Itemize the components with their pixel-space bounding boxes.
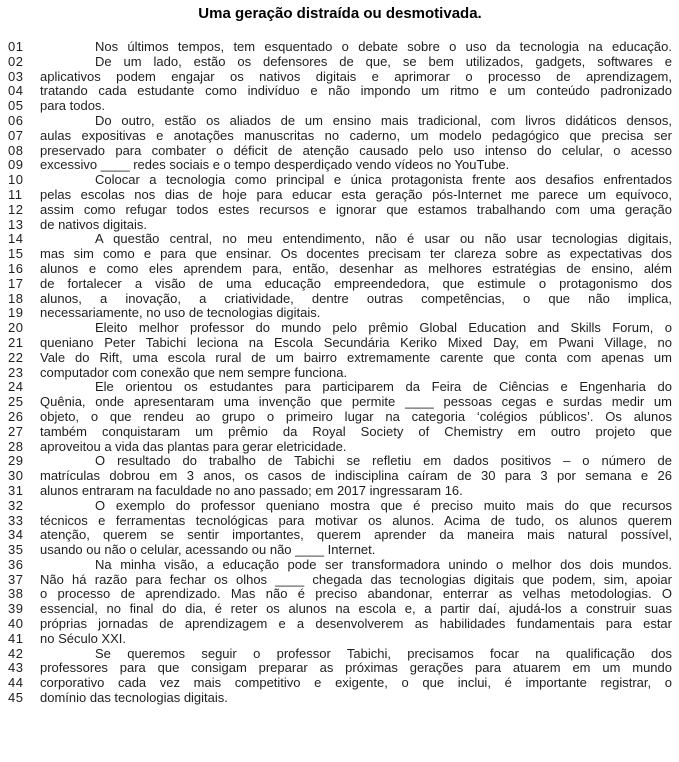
line-text: no Século XXI. bbox=[40, 630, 126, 646]
line-text: Do outro, estão os aliados de um ensino mais tradicional, com livros didáticos densos, bbox=[95, 112, 672, 128]
line-number: 12 bbox=[8, 201, 24, 217]
line-number: 15 bbox=[8, 246, 24, 262]
line-text: de nativos digitais. bbox=[40, 216, 147, 232]
text-line bbox=[8, 410, 672, 425]
line-text: próprias jornadas de aprendizagem e a desenvolverem as habilidades fundamentais para estar bbox=[40, 616, 672, 632]
line-text: excessivo ____ redes sociais e o tempo desperdiçado vendo vídeos no YouTube. bbox=[40, 157, 510, 173]
line-number: 32 bbox=[8, 497, 24, 513]
line-number: 25 bbox=[8, 394, 24, 410]
line-number: 22 bbox=[8, 349, 24, 365]
line-text: técnicos e ferramentas tecnológicas para motivar os alunos. Acima de tudo, os alunos querem bbox=[40, 512, 672, 528]
line-text: Ele orientou os estudantes para participarem da Feira de Ciências e Engenharia do bbox=[95, 379, 672, 395]
line-text: Eleito melhor professor do mundo pelo prêmio Global Education and Skills Forum, o bbox=[95, 320, 672, 336]
document-body bbox=[8, 40, 672, 706]
text-line bbox=[8, 262, 672, 277]
line-text: Colocar a tecnologia como principal e única protagonista frente aos desafios enfrentados bbox=[95, 172, 672, 188]
text-line bbox=[8, 277, 672, 292]
line-text: aulas expositivas e anotações manuscritas no caderno, um modelo pedagógico que precisa ser bbox=[40, 127, 672, 143]
line-number: 01 bbox=[8, 39, 24, 54]
text-line bbox=[8, 499, 672, 514]
line-text: atenção, querem se sentir importantes, querem aprender da maneira mais natural possível, bbox=[40, 527, 672, 543]
text-line bbox=[8, 602, 672, 617]
line-text: Na minha visão, a educação pode ser transformadora unindo o melhor dos dois mundos. bbox=[95, 556, 672, 572]
line-text: tratando cada estudante como indivíduo e não impondo um ritmo e um conteúdo padronizado bbox=[40, 83, 672, 99]
text-line bbox=[8, 351, 672, 366]
line-text: assim como refugar todos estes recursos e ignorar que estamos trabalhando com uma geração bbox=[40, 201, 672, 217]
text-line bbox=[8, 129, 672, 144]
line-number: 28 bbox=[8, 438, 24, 454]
line-number: 20 bbox=[8, 320, 24, 336]
line-number: 33 bbox=[8, 512, 24, 528]
line-number: 13 bbox=[8, 216, 24, 232]
text-line bbox=[8, 40, 672, 55]
text-line bbox=[8, 306, 672, 321]
line-number: 40 bbox=[8, 616, 24, 632]
text-line bbox=[8, 617, 672, 632]
line-text: de fortalecer a visão de uma educação empreendedora, que estimule o protagonismo dos bbox=[40, 275, 672, 291]
line-text: domínio das tecnologias digitais. bbox=[40, 690, 228, 706]
text-line bbox=[8, 218, 672, 233]
line-text: corporativo cada vez mais competitivo e exigente, o que inclui, é importante registrar, o bbox=[40, 675, 672, 691]
line-text: aproveitou a vida das plantas para gerar eletricidade. bbox=[40, 438, 347, 454]
text-line bbox=[8, 440, 672, 455]
line-text: usando ou não o celular, acessando ou não ____ Internet. bbox=[40, 542, 376, 558]
line-number: 27 bbox=[8, 423, 24, 439]
text-line bbox=[8, 336, 672, 351]
line-number: 42 bbox=[8, 645, 24, 661]
line-number: 10 bbox=[8, 172, 24, 188]
text-line bbox=[8, 114, 672, 129]
line-text: Vale do Rift, uma escola rural de um bairro extremamente carente que conta com apenas um bbox=[40, 349, 672, 365]
line-text: alunos, a inovação, a criatividade, dentre outras competências, o que não implica, bbox=[40, 290, 672, 306]
line-number: 29 bbox=[8, 453, 24, 469]
text-line bbox=[8, 99, 672, 114]
text-line bbox=[8, 55, 672, 70]
line-text: Nos últimos tempos, tem esquentado o debate sobre o uso da tecnologia na educação. bbox=[95, 39, 672, 54]
line-number: 43 bbox=[8, 660, 24, 676]
text-line bbox=[8, 454, 672, 469]
text-line bbox=[8, 144, 672, 159]
line-number: 17 bbox=[8, 275, 24, 291]
line-text: alunos entraram na faculdade no ano passado; em 2017 ingressaram 16. bbox=[40, 482, 463, 498]
line-text: essencial, no final do dia, é reter os alunos na escola e, a partir daí, ajudá-los a construir suas bbox=[40, 601, 672, 617]
line-number: 14 bbox=[8, 231, 24, 247]
line-text: também conquistaram um prêmio da Royal Society of Chemistry em outro projeto que bbox=[40, 423, 672, 439]
text-line bbox=[8, 425, 672, 440]
line-number: 26 bbox=[8, 408, 24, 424]
line-number: 07 bbox=[8, 127, 24, 143]
text-line bbox=[8, 661, 672, 676]
line-text: pelas escolas nos dias de hoje para educar esta geração pós-Internet me parece um equívoco, bbox=[40, 186, 672, 202]
line-number: 04 bbox=[8, 83, 24, 99]
text-line bbox=[8, 321, 672, 336]
text-line bbox=[8, 188, 672, 203]
text-line bbox=[8, 203, 672, 218]
line-number: 21 bbox=[8, 334, 24, 350]
text-line bbox=[8, 632, 672, 647]
text-line bbox=[8, 366, 672, 381]
line-number: 05 bbox=[8, 98, 24, 114]
line-number: 16 bbox=[8, 260, 24, 276]
line-text: A questão central, no meu entendimento, não é usar ou não usar tecnologias digitais, bbox=[95, 231, 672, 247]
text-line bbox=[8, 84, 672, 99]
line-text: mas sim como e para que ensinar. Os docentes precisam ter clareza sobre as expectativas dos bbox=[40, 246, 672, 262]
line-text: Quênia, onde apresentaram uma invenção que permite ____ pessoas cegas e surdas medir um bbox=[40, 394, 672, 410]
text-line bbox=[8, 158, 672, 173]
line-number: 11 bbox=[8, 186, 23, 202]
line-text: Se queremos seguir o professor Tabichi, precisamos focar na qualificação dos bbox=[95, 645, 672, 661]
line-number: 03 bbox=[8, 68, 24, 84]
line-number: 37 bbox=[8, 571, 24, 587]
text-line bbox=[8, 292, 672, 307]
line-text: O resultado do trabalho de Tabichi se refletiu em dados positivos – o número de bbox=[95, 453, 672, 469]
line-number: 41 bbox=[8, 630, 24, 646]
line-number: 30 bbox=[8, 468, 24, 484]
text-line bbox=[8, 70, 672, 85]
text-line bbox=[8, 469, 672, 484]
line-number: 06 bbox=[8, 112, 24, 128]
line-number: 39 bbox=[8, 601, 24, 617]
line-number: 02 bbox=[8, 53, 24, 69]
text-line bbox=[8, 558, 672, 573]
line-number: 36 bbox=[8, 556, 24, 572]
text-line bbox=[8, 676, 672, 691]
line-text: computador com conexão que nem sempre funciona. bbox=[40, 364, 348, 380]
line-text: matrículas dobrou em 3 anos, os casos de indisciplina caíram de 30 para 3 por semana e 26 bbox=[40, 468, 672, 484]
document-title: Uma geração distraída ou desmotivada. bbox=[198, 5, 482, 22]
line-text: De um lado, estão os defensores de que, se bem utilizados, gadgets, softwares e bbox=[95, 53, 672, 69]
line-number: 19 bbox=[8, 305, 24, 321]
line-number: 24 bbox=[8, 379, 24, 395]
text-line bbox=[8, 543, 672, 558]
line-text: o processo de aprendizado. Mas não é preciso abandonar, enterrar as velhas metodologias. O bbox=[40, 586, 672, 602]
text-line bbox=[8, 247, 672, 262]
line-number: 35 bbox=[8, 542, 24, 558]
text-line bbox=[8, 647, 672, 662]
line-text: queniano Peter Tabichi leciona na Escola Secundária Keriko Mixed Day, em Pwani Village, no bbox=[40, 334, 672, 350]
line-number: 23 bbox=[8, 364, 24, 380]
line-number: 38 bbox=[8, 586, 24, 602]
text-line bbox=[8, 232, 672, 247]
line-text: necessariamente, no uso de tecnologias digitais. bbox=[40, 305, 321, 321]
line-number: 34 bbox=[8, 527, 24, 543]
text-line bbox=[8, 484, 672, 499]
line-number: 45 bbox=[8, 690, 24, 706]
line-text: objeto, o que rendeu ao grupo o primeiro lugar na categoria ‘colégios públicos’. Os alunos bbox=[40, 408, 672, 424]
text-line bbox=[8, 380, 672, 395]
line-text: O exemplo do professor queniano mostra que é preciso muito mais do que recursos bbox=[95, 497, 672, 513]
text-line bbox=[8, 173, 672, 188]
text-line bbox=[8, 587, 672, 602]
line-text: Não há razão para fechar os olhos ____ chegada das tecnologias digitais que podem, sim, apoiar bbox=[40, 571, 672, 587]
line-text: professores para que consigam preparar as próximas gerações para atuarem em um mundo bbox=[40, 660, 672, 676]
text-line bbox=[8, 514, 672, 529]
text-line bbox=[8, 395, 672, 410]
line-number: 08 bbox=[8, 142, 24, 158]
line-number: 44 bbox=[8, 675, 24, 691]
line-text: alunos e como eles aprendem para, então, desenhar as melhores estratégias de ensino, além bbox=[40, 260, 672, 276]
line-text: preservado para combater o déficit de atenção causado pelo uso intenso do celular, o acesso bbox=[40, 142, 672, 158]
text-line bbox=[8, 691, 672, 706]
text-line bbox=[8, 573, 672, 588]
line-number: 31 bbox=[8, 482, 24, 498]
line-number: 09 bbox=[8, 157, 24, 173]
line-number: 18 bbox=[8, 290, 24, 306]
line-text: para todos. bbox=[40, 98, 106, 114]
text-line bbox=[8, 528, 672, 543]
line-text: aplicativos podem engajar os nativos digitais e aprimorar o processo de aprendizagem, bbox=[40, 68, 672, 84]
